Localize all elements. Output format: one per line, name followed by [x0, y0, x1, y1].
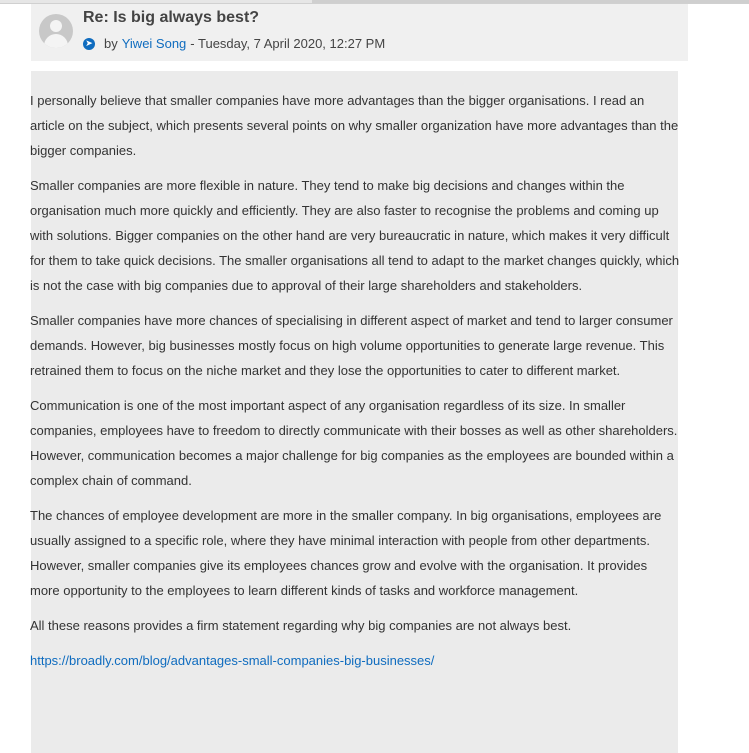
- post-paragraph: Communication is one of the most important aspect of any organisation regardless of its size. In smaller companies, employees have to freedom to directly communicate with their bosses as well as other shareholders. However, communication becomes a major challenge for big companies as the employees are bounded within a complex chain of command.: [30, 398, 678, 488]
- post-header: [31, 4, 688, 61]
- post-byline: [83, 36, 385, 51]
- post-paragraph: All these reasons provides a firm statement regarding why big companies are not always best.: [30, 618, 572, 633]
- tab-edge: [312, 0, 749, 3]
- avatar-head: [50, 20, 62, 32]
- circle-arrow-right-icon: ➤: [83, 38, 95, 50]
- post-paragraph: The chances of employee development are more in the smaller company. In big organisations, employees are usually assigned to a specific role, where they have minimal interaction with people from other departments. However, smaller companies give its employees chances grow and evolve with the organisation. It provides more opportunity to the employees to learn different kinds of tasks and workforce management.: [30, 508, 662, 598]
- post-datetime: - Tuesday, 7 April 2020, 12:27 PM: [190, 36, 386, 51]
- byline-prefix: by: [104, 36, 118, 51]
- avatar-shoulders: [44, 34, 68, 48]
- author-link[interactable]: Yiwei Song: [121, 36, 187, 51]
- post-subject: Re: Is big always best?: [83, 9, 260, 26]
- post-content: [30, 88, 680, 683]
- user-avatar-icon[interactable]: [39, 14, 73, 48]
- post-paragraph: I personally believe that smaller companies have more advantages than the bigger organisations. I read an article on the subject, which presents several points on why smaller organization have more advantages than the bigger companies.: [30, 93, 679, 158]
- post-paragraph: Smaller companies are more flexible in nature. They tend to make big decisions and changes within the organisation much more quickly and efficiently. They are also faster to recognise the problems and coming up with solutions. Bigger companies on the other hand are very bureaucratic in nature, which makes it very difficult for them to take quick decisions. The smaller organisations all tend to adapt to the market changes quickly, which is not the case with big companies due to approval of their large shareholders and stakeholders.: [30, 178, 680, 293]
- source-link[interactable]: https://broadly.com/blog/advantages-small-companies-big-businesses/: [30, 653, 435, 668]
- source-link-paragraph: [30, 648, 680, 673]
- post-paragraph: Smaller companies have more chances of specialising in different aspect of market and tend to larger consumer demands. However, big businesses mostly focus on high volume opportunities to generate large revenue. This retrained them to focus on the niche market and they lose the opportunities to cater to different market.: [30, 313, 673, 378]
